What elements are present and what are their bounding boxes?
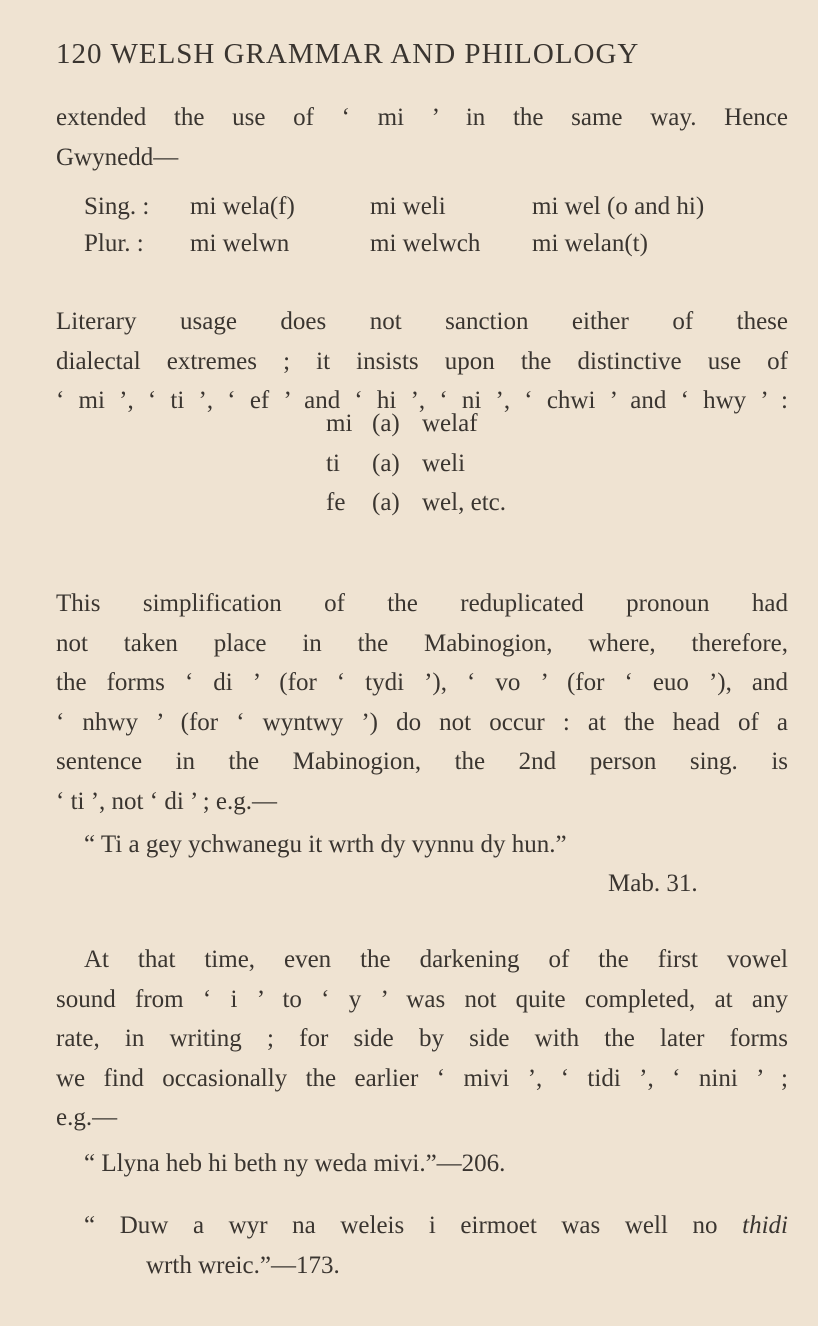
example-pronoun: ti [326, 450, 340, 477]
plur-form-2: mi welwch [370, 230, 481, 257]
example-row [326, 450, 465, 478]
text-line: dialectal extremes ; it insists upon the distinctive use of [56, 347, 788, 375]
example-verb: wel, etc. [422, 489, 506, 516]
text-line: ‘ ti ’, not ‘ di ’ ; e.g.— [56, 787, 278, 815]
intro-paragraph [56, 98, 788, 177]
plur-label: Plur. : [84, 230, 144, 257]
example-row [326, 410, 478, 438]
quote-duw-italic: thidi [742, 1212, 788, 1239]
example-pronoun: mi [326, 410, 353, 437]
text-line: rate, in writing ; for side by side with the later forms [56, 1025, 788, 1052]
quote-duw [84, 1212, 788, 1240]
sing-form-2: mi weli [370, 193, 446, 220]
example-particle: (a) [372, 450, 400, 477]
quote-ti: “ Ti a gey ychwanegu it wrth dy vynnu dy hun.” [84, 831, 567, 858]
quote-ti-reference: Mab. 31. [608, 870, 698, 897]
paragraph-literary-usage [56, 302, 788, 421]
example-pronoun: fe [326, 489, 346, 516]
quote-duw-line2: wrth wreic.”—173. [146, 1252, 340, 1279]
running-header [56, 38, 762, 71]
text-line: the forms ‘ di ’ (for ‘ tydi ’), ‘ vo ’ (for ‘ euo ’), and [56, 669, 788, 696]
text-line: Gwynedd— [56, 143, 179, 171]
text-line: Literary usage does not sanction either of these [56, 308, 788, 335]
text-line: sentence in the Mabinogion, the 2nd person sing. is [56, 748, 788, 775]
quote-duw-text: “ Duw a wyr na weleis i eirmoet was well no [84, 1212, 718, 1239]
quote-llyna: “ Llyna heb hi beth ny weda mivi.”—206. [84, 1150, 506, 1177]
text-line: This simplification of the reduplicated pronoun had [56, 590, 788, 617]
sing-form-3: mi wel (o and hi) [532, 193, 705, 220]
text-line: e.g.— [56, 1104, 118, 1131]
text-line: sound from ‘ i ’ to ‘ y ’ was not quite completed, at any [56, 985, 788, 1013]
running-title: WELSH GRAMMAR AND PHILOLOGY [110, 38, 640, 70]
example-particle: (a) [372, 410, 400, 437]
text-line: ‘ mi ’, ‘ ti ’, ‘ ef ’ and ‘ hi ’, ‘ ni ’, ‘ chwi ’ and ‘ hwy ’ : [56, 387, 788, 414]
example-particle: (a) [372, 489, 400, 516]
paragraph-simplification [56, 584, 788, 821]
text-line: ‘ nhwy ’ (for ‘ wyntwy ’) do not occur : at the head of a [56, 708, 788, 736]
text-line: not taken place in the Mabinogion, where, therefore, [56, 629, 788, 657]
example-verb: weli [422, 450, 466, 477]
text-line: extended the use of ‘ mi ’ in the same way. Hence [56, 104, 788, 131]
example-verb: welaf [422, 410, 478, 437]
text-line: At that time, even the darkening of the first vowel [84, 946, 788, 973]
example-row [326, 489, 506, 517]
text-line: we find occasionally the earlier ‘ mivi ’, ‘ tidi ’, ‘ nini ’ ; [56, 1064, 788, 1092]
sing-label: Sing. : [84, 193, 150, 220]
plur-form-3: mi welan(t) [532, 230, 648, 257]
sing-form-1: mi wela(f) [190, 193, 295, 220]
page-number: 120 [56, 38, 103, 70]
paragraph-darkening [56, 940, 788, 1138]
plur-form-1: mi welwn [190, 230, 290, 257]
